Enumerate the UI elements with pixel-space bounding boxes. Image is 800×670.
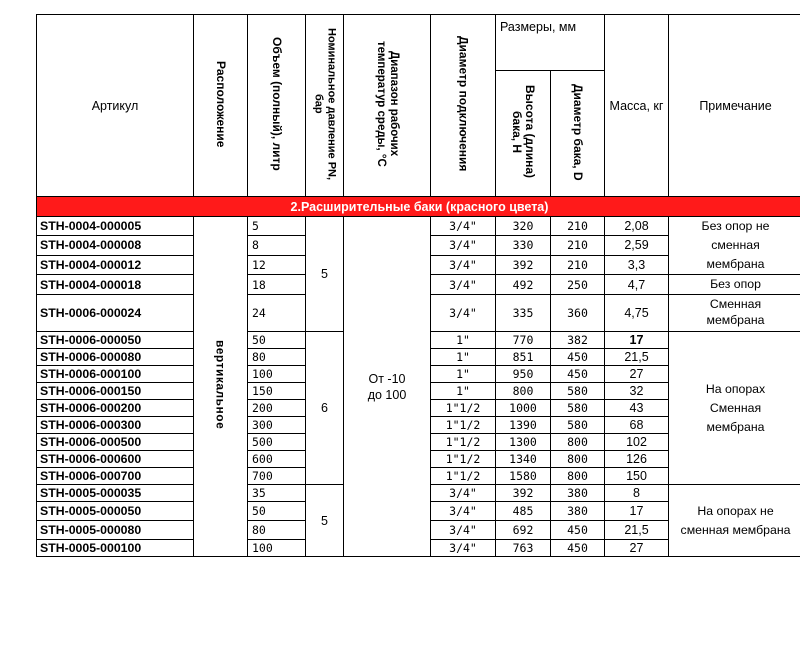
height-cell: 485 bbox=[496, 502, 551, 521]
height-cell: 770 bbox=[496, 332, 551, 349]
height-cell: 392 bbox=[496, 485, 551, 502]
diameter-cell: 382 bbox=[551, 332, 605, 349]
connection-cell: 3/4" bbox=[431, 502, 496, 521]
connection-cell: 1"1/2 bbox=[431, 434, 496, 451]
connection-cell: 3/4" bbox=[431, 485, 496, 502]
header-location: Расположение bbox=[194, 15, 248, 197]
connection-cell: 3/4" bbox=[431, 540, 496, 557]
header-row bbox=[37, 15, 800, 71]
sku-cell: STH-0004-000005 bbox=[37, 217, 194, 236]
mass-cell: 102 bbox=[605, 434, 669, 451]
diameter-cell: 250 bbox=[551, 275, 605, 295]
mass-cell: 4,7 bbox=[605, 275, 669, 295]
diameter-cell: 210 bbox=[551, 217, 605, 236]
section-row bbox=[37, 197, 800, 217]
table-row bbox=[37, 217, 800, 236]
sku-cell: STH-0005-000035 bbox=[37, 485, 194, 502]
pressure-cell: 5 bbox=[306, 217, 344, 332]
header-volume: Объем (полный), литр bbox=[248, 15, 306, 197]
header-pressure: Номинальное давление PN, бар bbox=[306, 15, 344, 197]
mass-cell: 8 bbox=[605, 485, 669, 502]
mass-cell: 4,75 bbox=[605, 295, 669, 332]
sku-cell: STH-0005-000080 bbox=[37, 521, 194, 540]
connection-cell: 3/4" bbox=[431, 236, 496, 255]
header-connection: Диаметр подключения bbox=[431, 15, 496, 197]
connection-cell: 1" bbox=[431, 366, 496, 383]
section-title: 2.Расширительные баки (красного цвета) bbox=[37, 197, 800, 217]
header-dimensions: Размеры, мм bbox=[496, 15, 605, 71]
sku-cell: STH-0006-000050 bbox=[37, 332, 194, 349]
diameter-cell: 800 bbox=[551, 434, 605, 451]
diameter-cell: 210 bbox=[551, 236, 605, 255]
connection-cell: 1"1/2 bbox=[431, 400, 496, 417]
connection-cell: 3/4" bbox=[431, 521, 496, 540]
note-cell: Без опор bbox=[669, 275, 800, 295]
volume-cell: 80 bbox=[248, 349, 306, 366]
mass-cell: 32 bbox=[605, 383, 669, 400]
header-mass: Масса, кг bbox=[605, 15, 669, 197]
connection-cell: 1" bbox=[431, 332, 496, 349]
mass-cell: 2,08 bbox=[605, 217, 669, 236]
sku-cell: STH-0005-000100 bbox=[37, 540, 194, 557]
connection-cell: 3/4" bbox=[431, 275, 496, 295]
height-cell: 392 bbox=[496, 255, 551, 274]
volume-cell: 24 bbox=[248, 295, 306, 332]
header-height: Высота (длина) бака, H bbox=[496, 71, 551, 197]
sku-cell: STH-0004-000012 bbox=[37, 255, 194, 274]
mass-cell: 3,3 bbox=[605, 255, 669, 274]
height-cell: 1300 bbox=[496, 434, 551, 451]
mass-cell: 43 bbox=[605, 400, 669, 417]
connection-cell: 1"1/2 bbox=[431, 417, 496, 434]
volume-cell: 50 bbox=[248, 332, 306, 349]
location-cell: вертикальное bbox=[194, 217, 248, 557]
diameter-cell: 210 bbox=[551, 255, 605, 274]
volume-cell: 12 bbox=[248, 255, 306, 274]
volume-cell: 35 bbox=[248, 485, 306, 502]
volume-cell: 600 bbox=[248, 451, 306, 468]
mass-cell: 68 bbox=[605, 417, 669, 434]
diameter-cell: 580 bbox=[551, 400, 605, 417]
mass-cell: 150 bbox=[605, 468, 669, 485]
volume-cell: 150 bbox=[248, 383, 306, 400]
mass-cell: 126 bbox=[605, 451, 669, 468]
sku-cell: STH-0006-000700 bbox=[37, 468, 194, 485]
sku-cell: STH-0006-000500 bbox=[37, 434, 194, 451]
sku-cell: STH-0006-000600 bbox=[37, 451, 194, 468]
connection-cell: 3/4" bbox=[431, 295, 496, 332]
height-cell: 320 bbox=[496, 217, 551, 236]
volume-cell: 100 bbox=[248, 366, 306, 383]
diameter-cell: 800 bbox=[551, 451, 605, 468]
diameter-cell: 380 bbox=[551, 485, 605, 502]
note-cell: Сменная мембрана bbox=[669, 295, 800, 332]
pressure-cell: 5 bbox=[306, 485, 344, 557]
diameter-cell: 580 bbox=[551, 417, 605, 434]
header-article: Артикул bbox=[37, 15, 194, 197]
height-cell: 763 bbox=[496, 540, 551, 557]
connection-cell: 1"1/2 bbox=[431, 468, 496, 485]
header-diameter: Диаметр бака, D bbox=[551, 71, 605, 197]
volume-cell: 80 bbox=[248, 521, 306, 540]
diameter-cell: 380 bbox=[551, 502, 605, 521]
spec-table bbox=[36, 14, 800, 557]
diameter-cell: 450 bbox=[551, 366, 605, 383]
height-cell: 1390 bbox=[496, 417, 551, 434]
sku-cell: STH-0006-000024 bbox=[37, 295, 194, 332]
pressure-cell: 6 bbox=[306, 332, 344, 485]
diameter-cell: 580 bbox=[551, 383, 605, 400]
sku-cell: STH-0006-000200 bbox=[37, 400, 194, 417]
diameter-cell: 450 bbox=[551, 521, 605, 540]
height-cell: 1000 bbox=[496, 400, 551, 417]
volume-cell: 50 bbox=[248, 502, 306, 521]
sku-cell: STH-0005-000050 bbox=[37, 502, 194, 521]
height-cell: 330 bbox=[496, 236, 551, 255]
diameter-cell: 800 bbox=[551, 468, 605, 485]
connection-cell: 3/4" bbox=[431, 217, 496, 236]
volume-cell: 300 bbox=[248, 417, 306, 434]
sku-cell: STH-0004-000008 bbox=[37, 236, 194, 255]
height-cell: 1340 bbox=[496, 451, 551, 468]
sku-cell: STH-0006-000300 bbox=[37, 417, 194, 434]
height-cell: 335 bbox=[496, 295, 551, 332]
volume-cell: 18 bbox=[248, 275, 306, 295]
height-cell: 492 bbox=[496, 275, 551, 295]
connection-cell: 1"1/2 bbox=[431, 451, 496, 468]
height-cell: 800 bbox=[496, 383, 551, 400]
connection-cell: 1" bbox=[431, 383, 496, 400]
volume-cell: 200 bbox=[248, 400, 306, 417]
height-cell: 1580 bbox=[496, 468, 551, 485]
mass-cell: 27 bbox=[605, 366, 669, 383]
mass-cell: 21,5 bbox=[605, 349, 669, 366]
height-cell: 851 bbox=[496, 349, 551, 366]
height-cell: 950 bbox=[496, 366, 551, 383]
height-cell: 692 bbox=[496, 521, 551, 540]
connection-cell: 3/4" bbox=[431, 255, 496, 274]
diameter-cell: 360 bbox=[551, 295, 605, 332]
volume-cell: 5 bbox=[248, 217, 306, 236]
diameter-cell: 450 bbox=[551, 349, 605, 366]
volume-cell: 700 bbox=[248, 468, 306, 485]
mass-cell: 27 bbox=[605, 540, 669, 557]
mass-cell: 17 bbox=[605, 502, 669, 521]
header-temp: Диапазон рабочих температур среды, °С bbox=[344, 15, 431, 197]
sku-cell: STH-0006-000080 bbox=[37, 349, 194, 366]
mass-cell: 2,59 bbox=[605, 236, 669, 255]
mass-cell: 21,5 bbox=[605, 521, 669, 540]
temp-cell: От -10 до 100 bbox=[344, 217, 431, 557]
sku-cell: STH-0004-000018 bbox=[37, 275, 194, 295]
volume-cell: 8 bbox=[248, 236, 306, 255]
connection-cell: 1" bbox=[431, 349, 496, 366]
volume-cell: 500 bbox=[248, 434, 306, 451]
sku-cell: STH-0006-000150 bbox=[37, 383, 194, 400]
mass-cell: 17 bbox=[605, 332, 669, 349]
diameter-cell: 450 bbox=[551, 540, 605, 557]
volume-cell: 100 bbox=[248, 540, 306, 557]
note-cell: Без опор не сменная мембрана bbox=[669, 217, 800, 275]
note-cell: На опорах не сменная мембрана bbox=[669, 485, 800, 557]
sku-cell: STH-0006-000100 bbox=[37, 366, 194, 383]
header-note: Примечание bbox=[669, 15, 800, 197]
note-cell: На опорах Сменная мембрана bbox=[669, 332, 800, 485]
